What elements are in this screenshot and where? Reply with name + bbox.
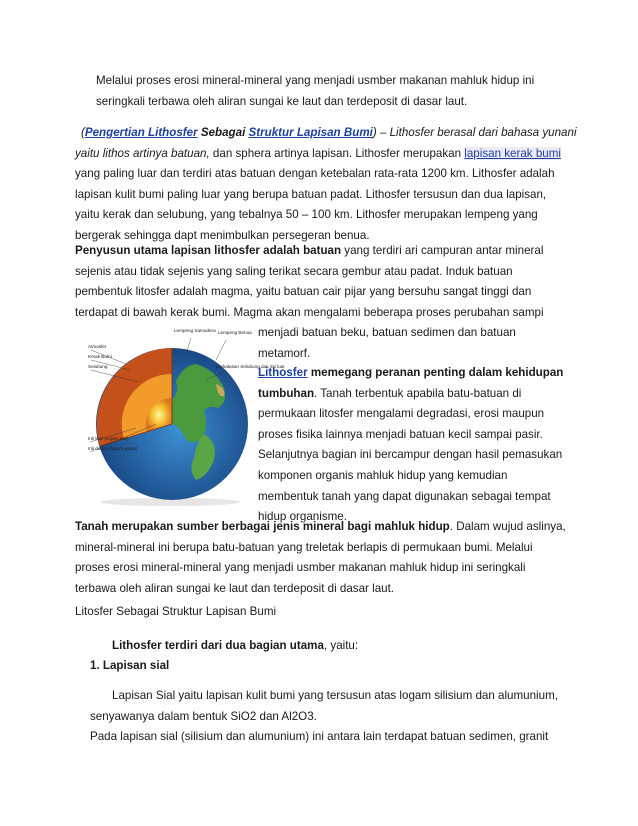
lithosfer-parts-paragraph [112,636,358,657]
link-struktur-lapisan-bumi[interactable]: Struktur Lapisan Bumi [248,126,373,139]
label-lempeng-samudera: Lempeng Samudera [174,328,216,333]
text-line: sejenis atau tidak sejenis yang saling terikat secara gembur atau padat. Induk batuan [75,264,513,278]
text-line: yaitu kerak dan selubung, yang tebalnya 50 – 100 km. Lithosfer merupakan lempeng yang [75,208,538,222]
text-line: menjadi batuan beku, batuan sedimen dan batuan [258,326,516,340]
italic-text: Lithosfer berasal dari bahasa yunani [389,126,577,139]
text-line: permukaan litosfer mengalami degradasi, erosi maupun [258,407,545,421]
label-perbatasan: perbatasan Selubung dan inti luar [216,364,285,369]
text-line: pembentuk litosfer adalah magma, yaitu batuan cair pijar yang bersuhu sangat tinggi dan [75,285,532,299]
tanah-paragraph [75,517,566,599]
intro-paragraph [96,71,534,112]
text-line: senyawanya dalam bentuk SiO2 dan Al2O3. [90,709,317,723]
text-line: Selanjutnya bagian ini bercampur dengan hasil pemasukan [258,448,563,462]
label-inti-dalam: Inti dalam (logam padat) [88,446,138,451]
label-kerak-bumi: Kerak Bumi [88,354,112,359]
text-line: bergerak sehingga dapt menimbulkan persegeran benua. [75,228,370,242]
text-line: proses fisika lainnya menjadi batuan kecil sampai pasir. [258,427,543,441]
text-line: terbawa oleh aliran sungai ke laut dan terdeposit di dasar laut. [75,581,395,595]
text: dan sphera artinya lapisan. Lithosfer merupakan [209,146,465,160]
text-line: Pada lapisan sial (silisium dan alumunium) ini antara lain terdapat batuan sedimen, granit [90,730,549,744]
bold-text: memegang peranan penting dalam kehidupan [307,366,564,379]
link-lithosfer[interactable]: Lithosfer [258,366,308,379]
peranan-lithosfer-paragraph [258,363,563,528]
bold-text: Penyusun utama lapisan lithosfer adalah batuan [75,244,342,257]
list-item-lapisan-sial: 1. Lapisan sial [90,659,170,672]
section-heading: Litosfer Sebagai Struktur Lapisan Bumi [75,605,277,618]
text-line: yang paling luar dan terdiri atas batuan dengan ketebalan rata-rata 1200 km. Lithosfer adalah [75,167,555,181]
sebagai-text: Sebagai [197,126,249,139]
text-line: proses erosi mineral-mineral yang menjadi usmber makanan mahluk hidup ini seringkali [75,561,526,575]
link-pengertian-lithosfer[interactable]: Pengertian Lithosfer [84,126,198,139]
link-lapisan-kerak-bumi[interactable]: lapisan kerak bumi [464,146,561,160]
text-line: membentuk tanah yang dapat digunakan sebagai tempat [258,489,551,503]
text-line: terdapat di bawah kerak bumi. Magma akan mengalami beberapa proses perubahan sampi [75,305,544,319]
text-line: metamorf. [258,346,311,360]
text-line: komponen organis mahluk hidup yang kemudian [258,468,508,482]
bold-text: Lithosfer terdiri dari dua bagian utama [112,639,324,652]
intro-line: seringkali terbawa oleh aliran sungai ke laut dan terdeposit di dasar laut. [96,94,468,108]
open-paren: ( [81,126,85,139]
label-inti-luar: Inti luar (logam cair) [88,436,129,441]
text: yang terdiri ari campuran antar mineral [341,244,544,257]
label-lempeng-benua: Lempeng Benua [218,330,252,335]
bold-text: tumbuhan [258,386,315,400]
text-line: hidup organisme. [258,510,347,524]
intro-line: Melalui proses erosi mineral-mineral yang menjadi usmber makanan mahluk hidup ini [96,74,535,87]
text: . Dalam wujud aslinya, [449,520,566,533]
text-line: lapisan kulit bumi paling luar yang berupa batuan padat. Lithosfer tersusun dan dua lapisan, [75,187,547,201]
lapisan-sial-paragraph [90,686,558,748]
italic-text: yaitu lithos artinya batuan, [75,146,210,160]
bold-text: Tanah merupakan sumber berbagai jenis mineral bagi mahluk hidup [75,520,450,533]
lithosfer-definition-paragraph [75,123,577,247]
text-line: Lapisan Sial yaitu lapisan kulit bumi yang tersusun atas logam silisium dan alumunium, [112,689,558,702]
text: . Tanah terbentuk apabila batu-batuan di [314,386,522,400]
label-atmosfer: Atmosfer [88,344,107,349]
text-line: mineral-mineral ini berupa batu-batuan yang treletak berlapis di permukaan bumi. Melalui [75,540,533,554]
close-dash: ) – [372,126,390,139]
text: , yaitu: [323,639,359,652]
label-selubung: Selubung [88,364,108,369]
